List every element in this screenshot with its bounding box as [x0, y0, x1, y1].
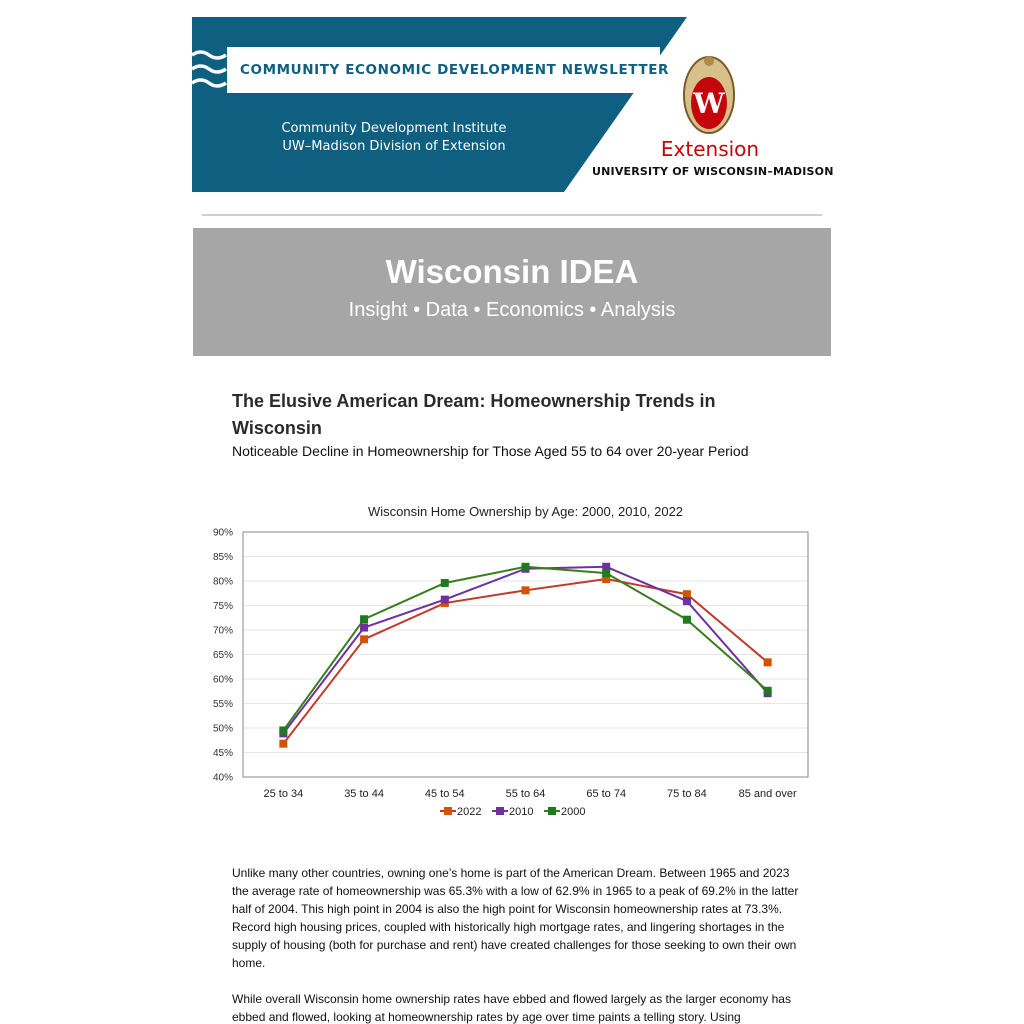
data-point-2000: [360, 615, 368, 623]
y-tick-label: 75%: [212, 601, 233, 612]
legend-label-2000: 2000: [561, 806, 586, 818]
data-point-2000: [683, 616, 691, 624]
article-paragraph-1: Unlike many other countries, owning one’s home is part of the American Dream. Between 1965 and 2023 the average rate of homeownership was 65.3% with a low of 62.9% in 1965 to a peak of 69.2% in the latter half of 2004. This high point in 2004 is also the high point for Wisconsin homeownership rates at 73.3%. Record high housing prices, coupled with historically high mortgage rates, and lingering shortages in the supply of housing (both for purchase and rent) have created challenges for those seeking to own their own home.: [232, 866, 799, 970]
data-point-2022: [683, 590, 691, 598]
y-tick-label: 80%: [212, 576, 233, 588]
legend-marker-2000: [548, 807, 556, 815]
y-tick-label: 90%: [212, 527, 233, 539]
legend-marker-2010: [496, 807, 504, 815]
y-tick-label: 45%: [212, 748, 233, 759]
data-point-2010: [683, 597, 691, 605]
newsletter-title: COMMUNITY ECONOMIC DEVELOPMENT NEWSLETTER: [240, 62, 670, 78]
data-point-2000: [602, 569, 610, 577]
legend-label-2022: 2022: [457, 806, 482, 818]
data-point-2022: [522, 586, 530, 594]
idea-banner: [193, 228, 831, 356]
y-tick-label: 40%: [212, 772, 233, 784]
institute-name: Community Development Institute: [281, 121, 507, 136]
legend-marker-2022: [444, 807, 452, 815]
data-point-2000: [441, 579, 449, 587]
article-paragraph-2: While overall Wisconsin home ownership rates have ebbed and flowed largely as the larger economy has ebbed and flowed, looking at homeownership rates by age over time paints a telling story. Using: [232, 992, 791, 1024]
data-point-2000: [279, 726, 287, 734]
data-point-2022: [764, 658, 772, 666]
x-tick-label: 65 to 74: [586, 788, 627, 800]
x-tick-label: 55 to 64: [505, 788, 546, 800]
y-tick-label: 55%: [212, 699, 233, 710]
article-title: The Elusive American Dream: Homeownership Trends in Wisconsin: [232, 391, 716, 438]
idea-tagline: Insight • Data • Economics • Analysis: [348, 299, 676, 321]
y-tick-label: 70%: [212, 625, 233, 637]
x-tick-label: 85 and over: [738, 788, 797, 800]
uw-crest-icon: [684, 56, 734, 133]
extension-label: Extension: [660, 137, 760, 161]
data-point-2010: [441, 596, 449, 604]
data-point-2022: [279, 740, 287, 748]
data-point-2022: [360, 635, 368, 643]
x-tick-label: 35 to 44: [344, 788, 384, 800]
data-point-2010: [360, 624, 368, 632]
y-tick-label: 85%: [212, 552, 233, 563]
series-line-2022: [283, 579, 767, 744]
y-tick-label: 60%: [212, 674, 233, 686]
chart-canvas: [200, 498, 824, 830]
newsletter-header: [192, 17, 832, 192]
header-divider: [202, 214, 822, 216]
division-name: UW–Madison Division of Extension: [282, 139, 506, 154]
idea-title: Wisconsin IDEA: [385, 253, 639, 290]
chart-title: Wisconsin Home Ownership by Age: 2000, 2010, 2022: [367, 504, 684, 519]
data-point-2000: [764, 687, 772, 695]
article-subtitle: Noticeable Decline in Homeownership for Those Aged 55 to 64 over 20-year Period: [232, 443, 749, 459]
legend-label-2010: 2010: [509, 806, 534, 818]
data-point-2000: [522, 563, 530, 571]
y-tick-label: 65%: [212, 650, 233, 661]
university-label: UNIVERSITY OF WISCONSIN–MADISON: [592, 165, 834, 178]
y-tick-label: 50%: [212, 723, 233, 735]
x-tick-label: 45 to 54: [424, 788, 465, 800]
svg-text:W: W: [693, 87, 725, 120]
x-tick-label: 75 to 84: [667, 788, 707, 800]
x-tick-label: 25 to 34: [263, 788, 304, 800]
homeownership-chart: [200, 498, 824, 830]
